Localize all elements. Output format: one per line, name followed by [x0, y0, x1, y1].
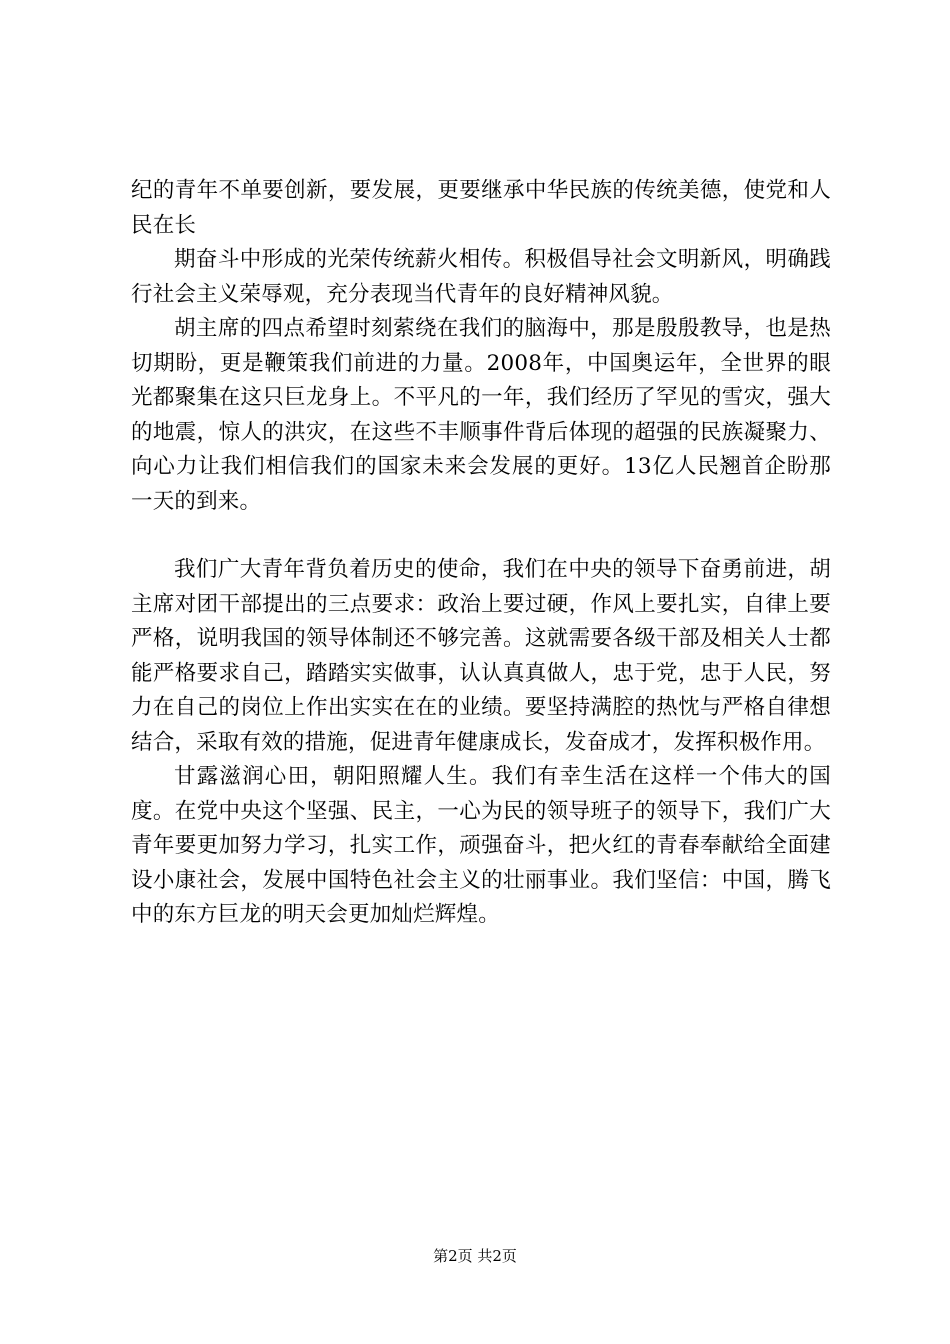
- document-body: [131, 174, 831, 933]
- paragraph: 甘露滋润心田，朝阳照耀人生。我们有幸生活在这样一个伟大的国度。在党中央这个坚强、民主，一心为民的领导班子的领导下，我们广大青年要更加努力学习，扎实工作，顽强奋斗，把火红的青春奉献给全面建设小康社会，发展中国特色社会主义的壮丽事业。我们坚信：中国，腾飞中的东方巨龙的明天会更加灿烂辉煌。: [131, 764, 831, 927]
- paragraph: 期奋斗中形成的光荣传统薪火相传。积极倡导社会文明新风，明确践行社会主义荣辱观，充分表现当代青年的良好精神风貌。: [131, 247, 831, 307]
- paragraph-continuation: 纪的青年不单要创新，要发展，更要继承中华民族的传统美德，使党和人民在长: [131, 178, 831, 238]
- page-number-footer: 第2页 共2页: [433, 1247, 517, 1265]
- paragraph: 胡主席的四点希望时刻萦绕在我们的脑海中，那是殷殷教导，也是热切期盼，更是鞭策我们前进的力量。2008年，中国奥运年，全世界的眼光都聚集在这只巨龙身上。不平凡的一年，我们经历了罕见的雪灾，强大的地震，惊人的洪灾，在这些不丰顺事件背后体现的超强的民族凝聚力、向心力让我们相信我们的国家未来会发展的更好。13亿人民翘首企盼那一天的到来。: [131, 316, 831, 514]
- paragraph: 我们广大青年背负着历史的使命，我们在中央的领导下奋勇前进，胡主席对团干部提出的三点要求：政治上要过硬，作风上要扎实，自律上要严格，说明我国的领导体制还不够完善。这就需要各级干部及相关人士都能严格要求自己，踏踏实实做事，认认真真做人，忠于党，忠于人民，努力在自己的岗位上作出实实在在的业绩。要坚持满腔的热忱与严格自律想结合，采取有效的措施，促进青年健康成长，发奋成才，发挥积极作用。: [131, 557, 831, 755]
